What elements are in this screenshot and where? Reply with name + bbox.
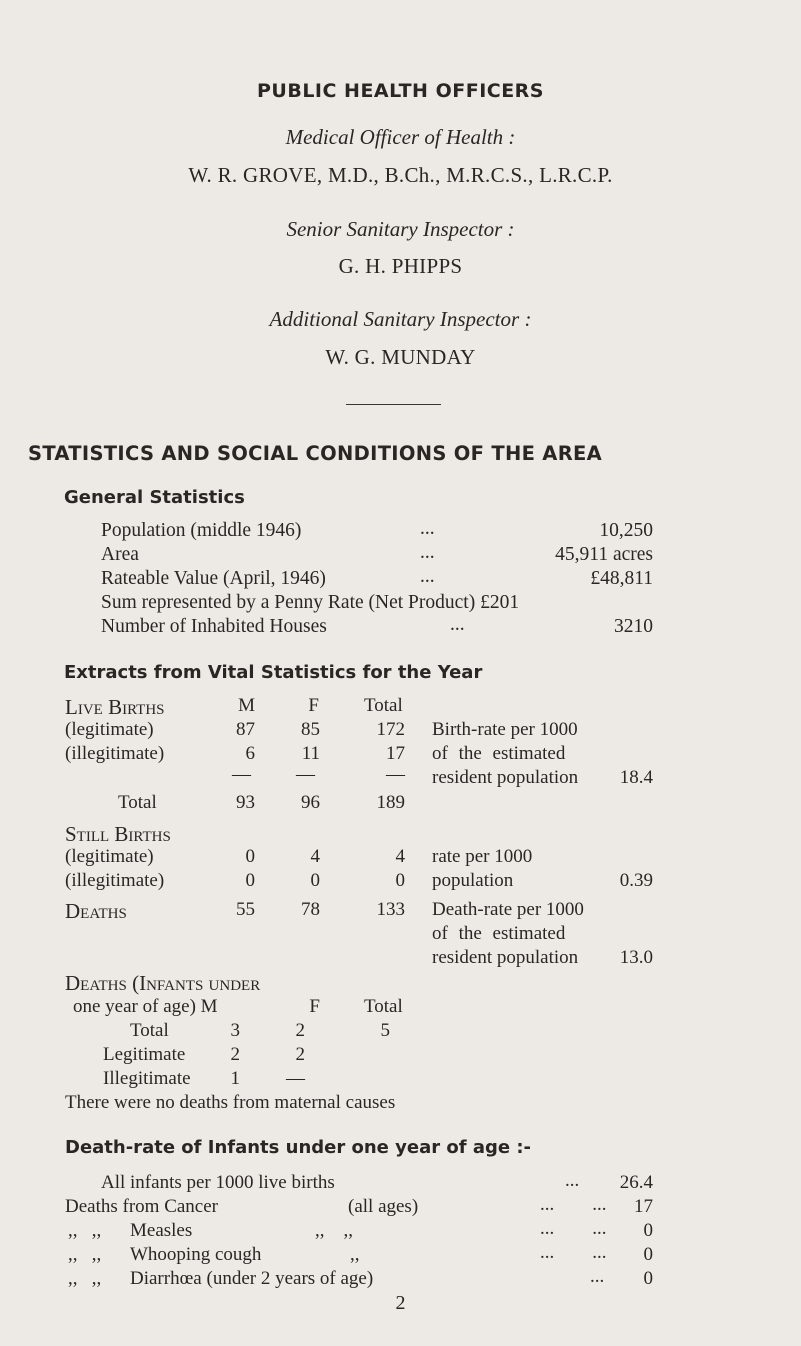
measles-ditto-mid: ,, ,, — [315, 1220, 353, 1241]
inf-illegit-label: Illegitimate — [103, 1068, 191, 1089]
general-row-label: Area — [101, 544, 139, 565]
general-row-dots: ... — [420, 542, 435, 563]
sb-legit-f: 4 — [310, 846, 320, 867]
vital-heading: Extracts from Vital Statistics for the Year — [64, 662, 483, 683]
birth-rate-line1: Birth-rate per 1000 — [432, 719, 578, 740]
general-row-label: Rateable Value (April, 1946) — [101, 568, 326, 589]
inf-illegit-m: 1 — [230, 1068, 240, 1089]
dash-m: — — [232, 764, 251, 785]
sb-legit-label: (legitimate) — [65, 846, 154, 867]
moh-name: W. R. GROVE, M.D., B.Ch., M.R.C.S., L.R.C.P. — [188, 163, 613, 187]
legit-total: 172 — [376, 719, 405, 740]
whooping-ditto-mid: ,, — [350, 1244, 360, 1265]
birth-rate-line3: resident population — [432, 767, 579, 788]
dash-total: — — [386, 764, 405, 785]
sb-illegit-total: 0 — [395, 870, 405, 891]
inf-legit-f: 2 — [295, 1044, 305, 1065]
sb-illegit-m: 0 — [245, 870, 255, 891]
divider-rule — [346, 404, 441, 405]
sb-illegit-label: (illegitimate) — [65, 870, 165, 891]
inf-total-m: 3 — [230, 1020, 240, 1041]
illegit-label: (illegitimate) — [65, 743, 165, 764]
ssi-title: Senior Sanitary Inspector : — [286, 217, 515, 241]
illegit-total: 17 — [386, 743, 405, 764]
general-row-dots: ... — [420, 518, 435, 539]
maternal-note: There were no deaths from maternal causes — [65, 1092, 396, 1113]
live-births-label: Live Births — [65, 695, 165, 719]
dash-f: — — [296, 764, 315, 785]
birth-rate-line2: of the estimated — [432, 743, 566, 764]
general-row-label: Population (middle 1946) — [101, 520, 302, 541]
whooping-ditto: ,, ,, — [68, 1244, 102, 1265]
cancer-value: 17 — [634, 1196, 653, 1217]
birth-rate-value: 18.4 — [619, 767, 653, 788]
whooping-label: Whooping cough — [130, 1244, 262, 1265]
legit-m: 87 — [236, 719, 255, 740]
illegit-m: 6 — [245, 743, 255, 764]
general-row-dots: ... — [450, 614, 465, 635]
sb-rate-line1: rate per 1000 — [432, 846, 533, 867]
sb-rate-line2: population — [432, 870, 514, 891]
asi-title: Additional Sanitary Inspector : — [269, 307, 532, 331]
infant-f-header: F — [309, 996, 320, 1017]
sb-illegit-f: 0 — [310, 870, 320, 891]
ssi-name: G. H. PHIPPS — [338, 254, 463, 278]
infant-heading-2: one year of age) M — [73, 996, 218, 1017]
diarrhoea-label: Diarrhœa (under 2 years of age) — [130, 1268, 374, 1289]
inf-total-total: 5 — [380, 1020, 390, 1041]
all-infants-value: 26.4 — [619, 1172, 653, 1193]
cancer-dots: ... ... — [540, 1194, 607, 1215]
deaths-m: 55 — [236, 899, 255, 920]
asi-name: W. G. MUNDAY — [325, 345, 476, 369]
col-f-header: F — [308, 695, 319, 716]
general-heading: General Statistics — [64, 487, 245, 508]
inf-total-label: Total — [130, 1020, 169, 1041]
death-rate-value: 13.0 — [619, 947, 653, 968]
infant-total-header: Total — [364, 996, 403, 1017]
sb-rate-value: 0.39 — [619, 870, 653, 891]
general-row-label: Number of Inhabited Houses — [101, 616, 327, 637]
infant-rate-heading: Death-rate of Infants under one year of age :- — [65, 1137, 532, 1158]
general-row-value: £48,811 — [590, 568, 653, 589]
all-infants-dots: ... — [565, 1170, 580, 1191]
cancer-label: Deaths from Cancer — [65, 1196, 218, 1217]
deaths-total: 133 — [376, 899, 405, 920]
diarrhoea-value: 0 — [643, 1268, 653, 1289]
still-births-label: Still Births — [65, 822, 171, 846]
total-m: 93 — [236, 792, 255, 813]
measles-value: 0 — [643, 1220, 653, 1241]
measles-dots: ... ... — [540, 1218, 607, 1239]
inf-legit-m: 2 — [230, 1044, 240, 1065]
total-label: Total — [118, 792, 157, 813]
whooping-value: 0 — [643, 1244, 653, 1265]
illegit-f: 11 — [301, 743, 320, 764]
stats-heading: STATISTICS AND SOCIAL CONDITIONS OF THE AREA — [28, 442, 603, 465]
general-row-value: 10,250 — [599, 520, 653, 541]
death-rate-line2: of the estimated — [432, 923, 566, 944]
infant-heading-1: Deaths (Infants under — [65, 971, 261, 995]
total-total: 189 — [376, 792, 405, 813]
measles-ditto: ,, ,, — [68, 1220, 102, 1241]
general-row-dots: ... — [420, 566, 435, 587]
sb-legit-total: 4 — [395, 846, 405, 867]
cancer-all-ages: (all ages) — [348, 1196, 419, 1217]
col-m-header: M — [238, 695, 255, 716]
legit-f: 85 — [301, 719, 320, 740]
inf-total-f: 2 — [295, 1020, 305, 1041]
general-row-value: 45,911 acres — [555, 544, 653, 565]
sb-legit-m: 0 — [245, 846, 255, 867]
inf-legit-label: Legitimate — [103, 1044, 186, 1065]
deaths-label: Deaths — [65, 899, 127, 923]
deaths-f: 78 — [301, 899, 320, 920]
legit-label: (legitimate) — [65, 719, 154, 740]
whooping-dots: ... ... — [540, 1242, 607, 1263]
officers-heading: PUBLIC HEALTH OFFICERS — [256, 80, 544, 102]
col-total-header: Total — [364, 695, 403, 716]
measles-label: Measles — [130, 1220, 193, 1241]
inf-illegit-f: — — [286, 1068, 305, 1089]
death-rate-line3: resident population — [432, 947, 579, 968]
page-number: 2 — [395, 1292, 406, 1314]
diarrhoea-ditto: ,, ,, — [68, 1268, 102, 1289]
general-row-label: Sum represented by a Penny Rate (Net Product) £201 — [101, 592, 520, 613]
death-rate-line1: Death-rate per 1000 — [432, 899, 584, 920]
diarrhoea-dots: ... — [590, 1266, 605, 1287]
moh-title: Medical Officer of Health : — [285, 125, 516, 149]
all-infants-label: All infants per 1000 live births — [101, 1172, 335, 1193]
total-f: 96 — [301, 792, 320, 813]
general-row-value: 3210 — [614, 616, 653, 637]
